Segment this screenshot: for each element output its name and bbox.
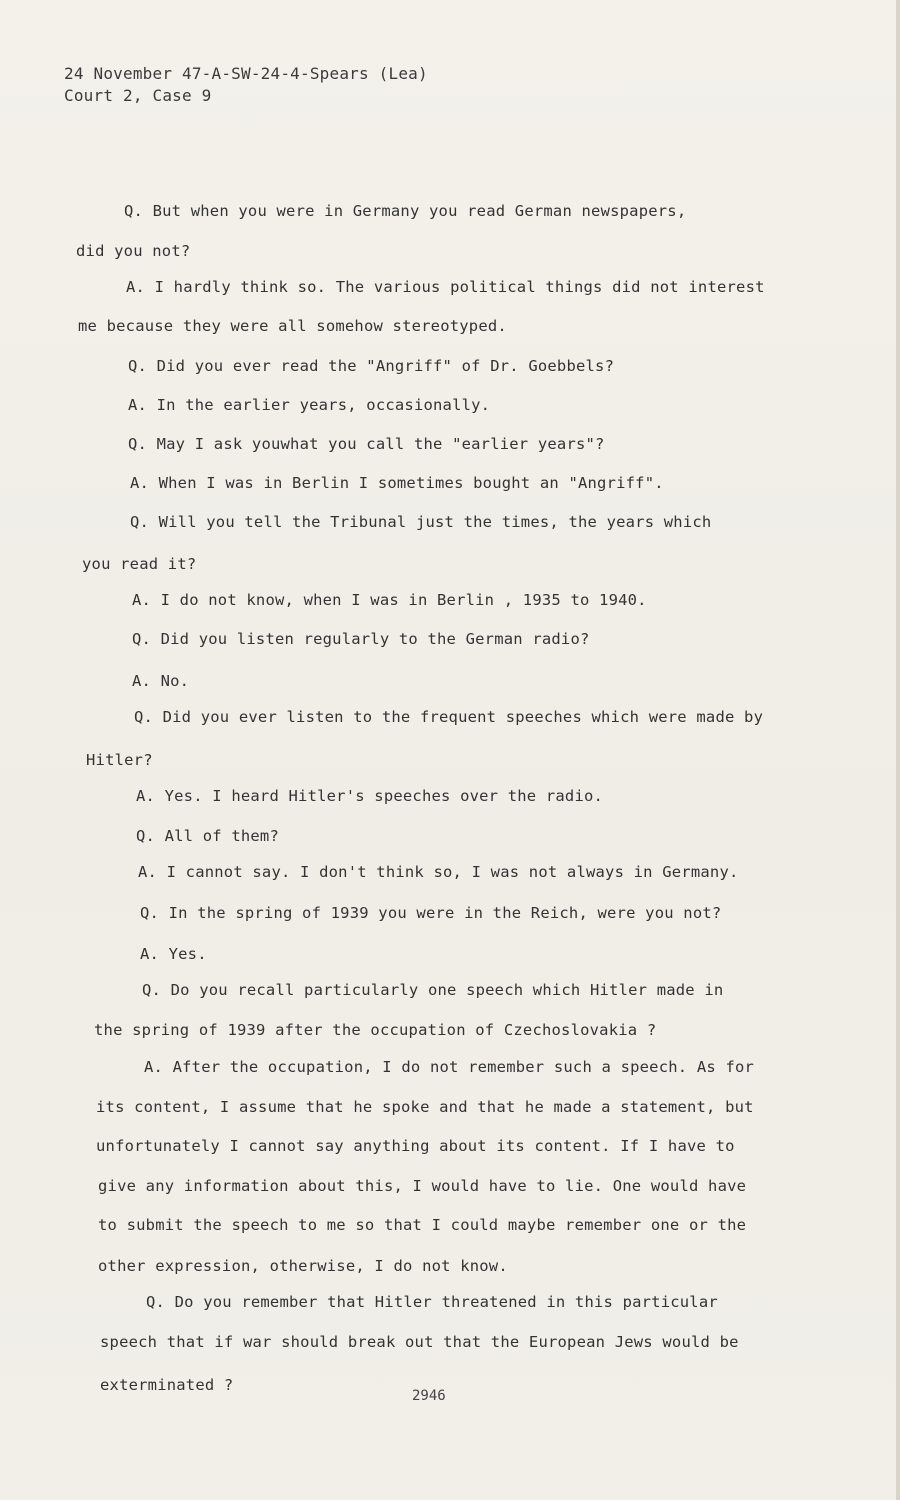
transcript-line: Q. May I ask youwhat you call the "earlier years"? xyxy=(128,435,605,453)
page-edge xyxy=(896,0,900,1500)
transcript-line: A. In the earlier years, occasionally. xyxy=(128,396,491,414)
transcript-line: A. Yes. xyxy=(140,945,207,963)
header-reference: 24 November 47-A-SW-24-4-Spears (Lea) xyxy=(64,64,428,83)
transcript-line: the spring of 1939 after the occupation of Czechoslovakia ? xyxy=(94,1021,657,1039)
transcript-line: give any information about this, I would have to lie. One would have xyxy=(98,1177,747,1195)
transcript-line: other expression, otherwise, I do not know. xyxy=(98,1257,508,1275)
transcript-line: A. I do not know, when I was in Berlin , 1935 to 1940. xyxy=(132,591,647,609)
transcript-line: Hitler? xyxy=(86,751,153,769)
transcript-line: A. Yes. I heard Hitler's speeches over the radio. xyxy=(136,787,604,805)
transcript-line: A. I cannot say. I don't think so, I was not always in Germany. xyxy=(138,863,739,881)
transcript-line: A. After the occupation, I do not remember such a speech. As for xyxy=(144,1058,755,1076)
transcript-line: A. When I was in Berlin I sometimes bought an "Angriff". xyxy=(130,474,664,492)
transcript-line: speech that if war should break out that the European Jews would be xyxy=(100,1333,739,1351)
transcript-line: Q. Will you tell the Tribunal just the times, the years which xyxy=(130,513,712,531)
transcript-line: exterminated ? xyxy=(100,1376,234,1394)
transcript-line: Q. But when you were in Germany you read German newspapers, xyxy=(124,202,687,220)
transcript-line: Q. In the spring of 1939 you were in the Reich, were you not? xyxy=(140,904,722,922)
transcript-line: its content, I assume that he spoke and that he made a statement, but xyxy=(96,1098,754,1116)
transcript-line: me because they were all somehow stereotyped. xyxy=(78,317,507,335)
transcript-line: did you not? xyxy=(76,242,191,260)
transcript-line: Q. Did you ever listen to the frequent speeches which were made by xyxy=(134,708,764,726)
transcript-line: Q. Do you recall particularly one speech which Hitler made in xyxy=(142,981,724,999)
transcript-line: A. I hardly think so. The various political things did not interest xyxy=(126,278,765,296)
header-court-case: Court 2, Case 9 xyxy=(64,86,212,105)
transcript-line: you read it? xyxy=(82,555,197,573)
transcript-line: Q. All of them? xyxy=(136,827,279,845)
transcript-line: Q. Do you remember that Hitler threatened in this particular xyxy=(146,1293,718,1311)
page-number: 2946 xyxy=(412,1388,446,1404)
transcript-line: unfortunately I cannot say anything about its content. If I have to xyxy=(96,1137,735,1155)
transcript-line: Q. Did you listen regularly to the German radio? xyxy=(132,630,590,648)
transcript-line: to submit the speech to me so that I could maybe remember one or the xyxy=(98,1216,747,1234)
transcript-line: A. No. xyxy=(132,672,190,690)
transcript-line: Q. Did you ever read the "Angriff" of Dr. Goebbels? xyxy=(128,357,615,375)
